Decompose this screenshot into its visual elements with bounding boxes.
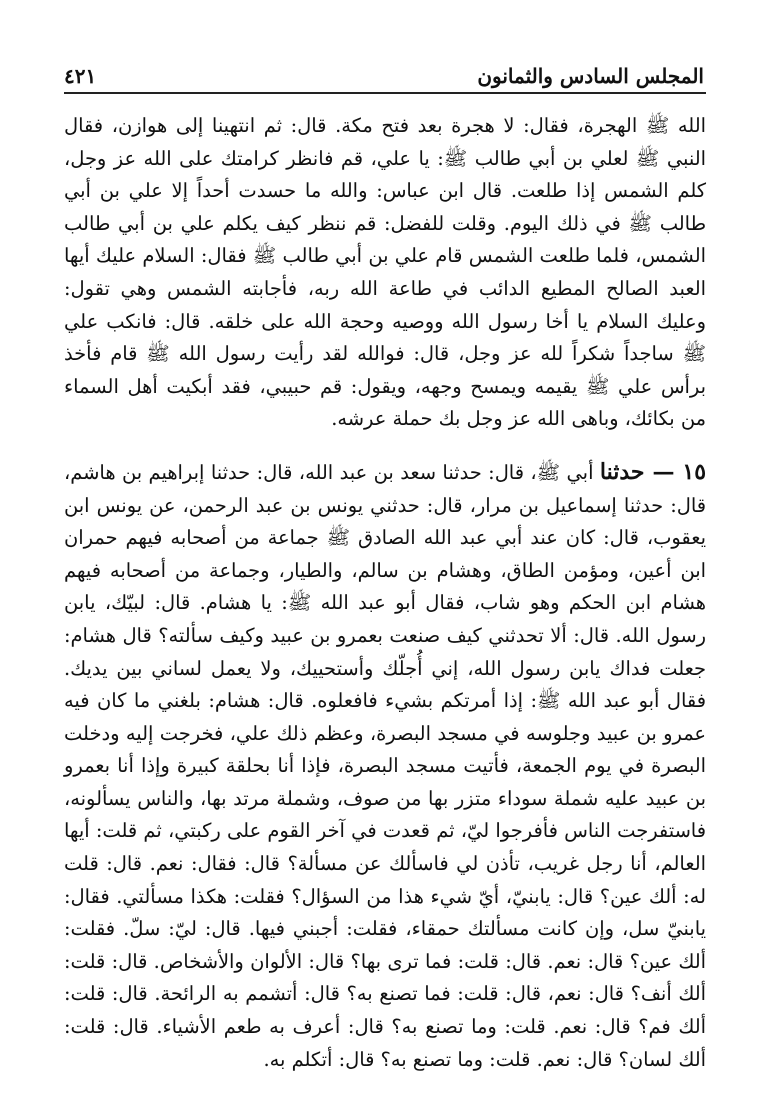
page-number: ٤٢١ — [64, 64, 97, 88]
paragraph-gap — [64, 436, 706, 456]
hadith-number: ١٥ — حدثنا — [599, 458, 707, 485]
paragraph-2 — [64, 456, 706, 1076]
chapter-title: المجلس السادس والثمانون — [477, 64, 704, 88]
running-header — [64, 48, 704, 88]
paragraph-1: الله ﷺ الهجرة، فقال: لا هجرة بعد فتح مكة. قال: ثم انتهينا إلى هوازن، فقال النبي ﷺ لعلي بن أبي طالب ﷺ: يا علي، قم فانظر كرامتك على الله عز وجل، كلم الشمس إذا طلعت. قال ابن عباس: والله ما حسدت أحداً إلا علي بن أبي طالب ﷺ في ذلك اليوم. وقلت للفضل: قم ننظر كيف يكلم علي بن أبي طالب الشمس، فلما طلعت الشمس قام علي بن أبي طالب ﷺ فقال: السلام عليك أيها العبد الصالح المطيع الدائب في طاعة الله ربه، فأجابته الشمس وهي تقول: وعليك السلام يا أخا رسول الله ووصيه وحجة الله على خلقه. قال: فانكب علي ﷺ ساجداً شكراً لله عز وجل، قال: فوالله لقد رأيت رسول الله ﷺ قام فأخذ برأس علي ﷺ يقيمه ويمسح وجهه، ويقول: قم حبيبي، فقد أبكيت أهل السماء من بكائك، وباهى الله عز وجل بك حملة عرشه. — [64, 114, 706, 431]
paragraph-2-text: أبي ﷺ، قال: حدثنا سعد بن عبد الله، قال: حدثنا إبراهيم بن هاشم، قال: حدثنا إسماعيل بن مرار، قال: حدثني يونس بن عبد الرحمن، عن يونس ابن يعقوب، قال: كان عند أبي عبد الله الصادق ﷺ جماعة من أصحابه فيهم حمران ابن أعين، ومؤمن الطاق، وهشام بن سالم، والطيار، وجماعة من أصحابه فيهم هشام ابن الحكم وهو شاب، فقال أبو عبد الله ﷺ: يا هشام. قال: لبيّك، يابن رسول الله. قال: ألا تحدثني كيف صنعت بعمرو بن عبيد وكيف سألته؟ قال هشام: جعلت فداك يابن رسول الله، إني أُجلّك وأستحييك، ولا يعمل لساني بين يديك. فقال أبو عبد الله ﷺ: إذا أمرتكم بشيء فافعلوه. قال: هشام: بلغني ما كان فيه عمرو بن عبيد وجلوسه في مسجد البصرة، وعظم ذلك علي، فخرجت إليه ودخلت البصرة في يوم الجمعة، فأتيت مسجد البصرة، فإذا أنا بحلقة كبيرة وإذا أنا بعمرو بن عبيد عليه شملة سوداء متزر بها من صوف، وشملة مرتد بها، والناس يسألونه، فاستفرجت الناس فأفرجوا ليّ، ثم قعدت في آخر القوم على ركبتي، ثم قلت: أيها العالم، أنا رجل غريب، تأذن لي فاسألك عن مسألة؟ قال: فقال: نعم. قال: قلت له: ألك عين؟ قال: يابنيّ، أيّ شيء هذا من السؤال؟ فقلت: هكذا مسألتي. فقال: يابنيّ سل، وإن كانت مسألتك حمقاء، فقلت: أجبني فيها. قال: ليّ: سلّ. فقلت: ألك عين؟ قال: نعم. قال: قلت: فما ترى بها؟ قال: الألوان والأشخاص. قال: قلت: ألك أنف؟ قال: نعم، قال: قلت: فما تصنع به؟ قال: أتشمم به الرائحة. قال: قلت: ألك فم؟ قال: نعم. قلت: وما تصنع به؟ قال: أعرف به طعم الأشياء. قال: قلت: ألك لسان؟ قال: نعم. قلت: وما تصنع به؟ قال: أتكلم به. — [64, 460, 706, 1071]
main-text — [64, 110, 706, 1076]
header-rule — [64, 92, 706, 94]
